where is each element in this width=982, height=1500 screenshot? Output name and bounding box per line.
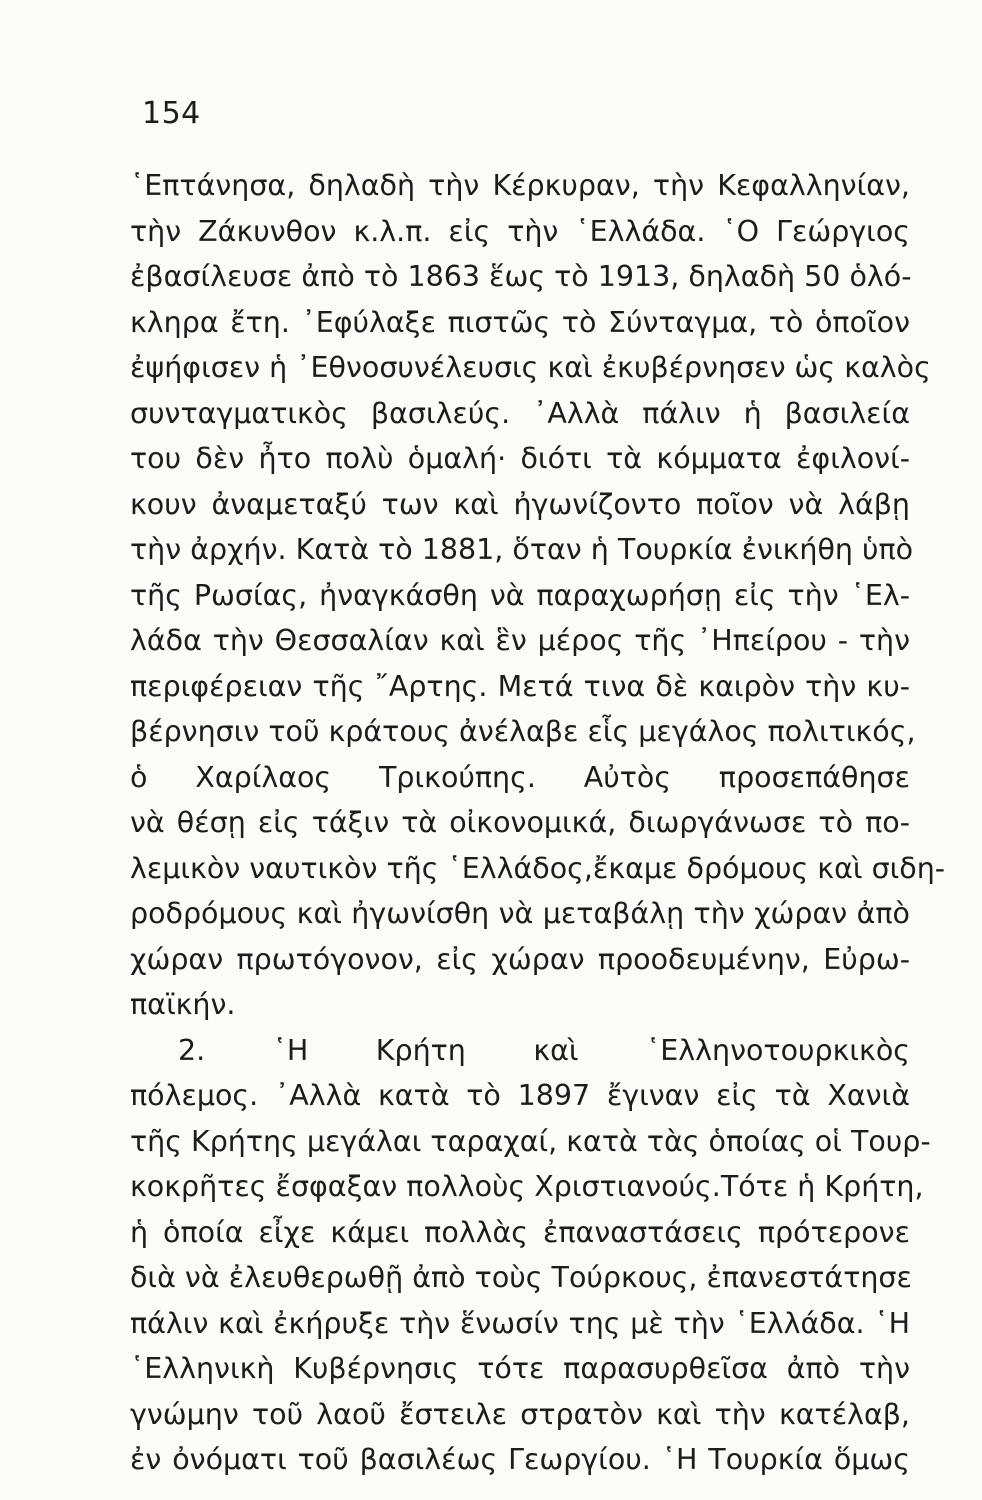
text-line: ἐβασίλευσε ἀπὸ τὸ 1863 ἕως τὸ 1913, δηλαδὴ 50 ὁλό-	[130, 260, 912, 293]
text-line: πόλεμος. ᾿Αλλὰ κατὰ τὸ 1897 ἔγιναν εἰς τὰ Χανιὰ	[130, 1079, 910, 1112]
text-line: τῆς Ρωσίας, ἠναγκάσθη νὰ παραχωρήσῃ εἰς τὴν ῾Ελ-	[130, 578, 910, 612]
text-line: βέρνησιν τοῦ κράτους ἀνέλαβε εἷς μεγάλος πολιτικός,	[130, 715, 916, 748]
text-line: τῆς Κρήτης μεγάλαι ταραχαί, κατὰ τὰς ὁποίας οἱ Τουρ-	[130, 1124, 931, 1158]
text-line: παϊκήν.	[130, 988, 236, 1021]
text-line: κουν ἀναμεταξύ των καὶ ἠγωνίζοντο ποῖον νὰ λάβῃ	[130, 487, 910, 521]
text-line: ἐψήφισεν ἡ ᾿Εθνοσυνέλευσις καὶ ἐκυβέρνησεν ὡς καλὸς	[130, 351, 931, 384]
text-line: ἐν ὀνόματι τοῦ βασιλέως Γεωργίου. ῾Η Τουρκία ὅμως	[130, 1443, 910, 1476]
text-line: του δὲν ἦτο πολὺ ὁμαλή· διότι τὰ κόμματα ἐφιλονί-	[130, 442, 910, 475]
text-line: συνταγματικὸς βασιλεύς. ᾿Αλλὰ πάλιν ἡ βασιλεία	[130, 396, 910, 430]
text-line: ἡ ὁποία εἶχε κάμει πολλὰς ἐπαναστάσεις πρότερονε	[130, 1215, 910, 1249]
text-line: ὁ Χαρίλαος Τρικούπης. Αὐτὸς προσεπάθησε	[130, 760, 910, 794]
text-line: ῾Ελληνικὴ Κυβέρνησις τότε παρασυρθεῖσα ἀπὸ τὴν	[130, 1352, 910, 1385]
body-text	[130, 163, 946, 1483]
text-line: τὴν Ζάκυνθον κ.λ.π. εἰς τὴν ῾Ελλάδα. ῾Ο Γεώργιος	[130, 214, 910, 248]
text-line: περιφέρειαν τῆς ῎Αρτης. Μετά τινα δὲ καιρὸν τὴν κυ-	[130, 669, 910, 703]
text-line: λεμικὸν ναυτικὸν τῆς ῾Ελλάδος,ἔκαμε δρόμους καὶ σιδη-	[130, 851, 946, 885]
text-line: λάδα τὴν Θεσσαλίαν καὶ ἓν μέρος τῆς ᾿Ηπείρου - τὴν	[130, 624, 910, 657]
text-line: ῾Επτάνησα, δηλαδὴ τὴν Κέρκυραν, τὴν Κεφαλληνίαν,	[130, 169, 910, 202]
text-line: τὴν ἀρχήν. Κατὰ τὸ 1881, ὅταν ἡ Τουρκία ἐνικήθη ὑπὸ	[130, 533, 914, 566]
text-line: πάλιν καὶ ἐκήρυξε τὴν ἕνωσίν της μὲ τὴν ῾Ελλάδα. ῾Η	[130, 1306, 910, 1340]
text-line: νὰ θέσῃ εἰς τάξιν τὰ οἰκονομικά, διωργάνωσε τὸ πο-	[130, 806, 910, 839]
section-heading-line: 2. ῾Η Κρήτη καὶ ῾Ελληνοτουρκικὸς	[178, 1033, 910, 1067]
text-line: χώραν πρωτόγονον, εἰς χώραν προοδευμένην, Εὐρω-	[130, 942, 910, 976]
text-line: ροδρόμους καὶ ἠγωνίσθη νὰ μεταβάλῃ τὴν χώραν ἀπὸ	[130, 897, 910, 930]
text-line: κοκρῆτες ἔσφαξαν πολλοὺς Χριστιανούς.Τότε ἡ Κρήτη,	[130, 1170, 924, 1203]
text-line: κληρα ἔτη. ᾿Εφύλαξε πιστῶς τὸ Σύνταγμα, τὸ ὁποῖον	[130, 305, 910, 339]
text-line: γνώμην τοῦ λαοῦ ἔστειλε στρατὸν καὶ τὴν κατέλαβ,	[130, 1397, 910, 1431]
page-number: 154	[142, 96, 201, 131]
text-line: διὰ νὰ ἐλευθερωθῇ ἀπὸ τοὺς Τούρκους, ἐπανεστάτησε	[130, 1261, 912, 1294]
